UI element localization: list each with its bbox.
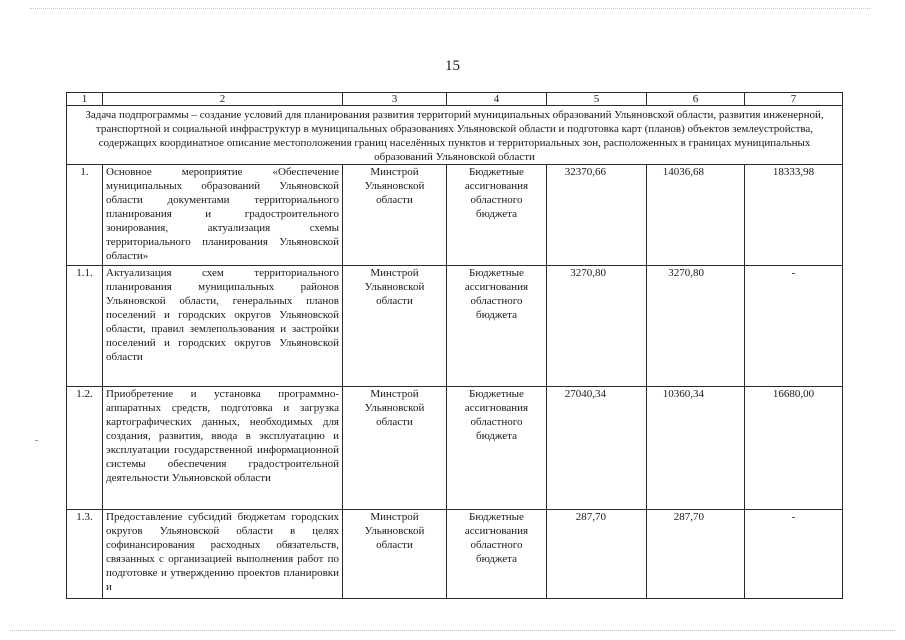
- page-number: 15: [445, 58, 460, 74]
- task-row: [67, 106, 843, 165]
- scan-artifact-bottom: [10, 630, 895, 633]
- row-value-5: 287,70: [547, 510, 647, 599]
- row-executor: Минстрой Ульяновской области: [343, 510, 447, 599]
- row-number: 1.3.: [67, 510, 103, 599]
- row-value-7: -: [745, 510, 843, 599]
- row-executor: Минстрой Ульяновской области: [343, 165, 447, 266]
- row-value-7: 18333,98: [745, 165, 843, 266]
- task-description: Задача подпрограммы – создание условий для планирования развития территорий муниципальных образований Ульяновской области, развития инженерной, транспортной и социальной инфраструктур в муниципальных образованиях Ульяновской области и подготовка карт (планов) объектов землеустройства, содержащих координатное описание местоположения границ населённых пунктов и территориальных зон, расположенных в границах муниципальных образований Ульяновской области: [67, 106, 843, 165]
- row-number: 1.1.: [67, 266, 103, 387]
- row-value-6: 10360,34: [647, 387, 745, 510]
- column-header: 5: [547, 93, 647, 106]
- row-value-6: 14036,68: [647, 165, 745, 266]
- table-row: [67, 266, 843, 387]
- row-value-7: -: [745, 266, 843, 387]
- row-description: Актуализация схем территориального планирования муниципальных районов Ульяновской области, генеральных планов поселений и городских округов Ульяновской области, правил землепользования и застройки поселений и городских округов Ульяновской области: [103, 266, 343, 387]
- table-row: [67, 510, 843, 599]
- table-row: [67, 165, 843, 266]
- row-number: 1.2.: [67, 387, 103, 510]
- row-description: Предоставление субсидий бюджетам городских округов Ульяновской области в целях софинансирования расходных обязательств, связанных с организацией выполнения работ по подготовке и утверждению проектов планировки и: [103, 510, 343, 599]
- scan-artifact-top: [30, 8, 870, 11]
- table-row: [67, 387, 843, 510]
- row-value-5: 3270,80: [547, 266, 647, 387]
- column-header: 7: [745, 93, 843, 106]
- row-executor: Минстрой Ульяновской области: [343, 266, 447, 387]
- column-header: 1: [67, 93, 103, 106]
- row-value-6: 3270,80: [647, 266, 745, 387]
- column-header: 4: [447, 93, 547, 106]
- column-header: 2: [103, 93, 343, 106]
- row-value-5: 32370,66: [547, 165, 647, 266]
- row-description: Приобретение и установка программно-аппаратных средств, подготовка и загрузка картографических данных, необходимых для создания, развития, ввода в эксплуатацию и эксплуатации государственной информационной системы обеспечения градостроительной деятельности Ульяновской области: [103, 387, 343, 510]
- column-header: 6: [647, 93, 745, 106]
- row-value-6: 287,70: [647, 510, 745, 599]
- row-source: Бюджетные ассигнования областного бюджета: [447, 165, 547, 266]
- row-source: Бюджетные ассигнования областного бюджета: [447, 266, 547, 387]
- row-value-5: 27040,34: [547, 387, 647, 510]
- table-header-row: [67, 93, 843, 106]
- column-header: 3: [343, 93, 447, 106]
- row-description: Основное мероприятие «Обеспечение муниципальных образований Ульяновской области документами территориального планирования и градостроительного зонирования, актуализация схемы территориального планирования Ульяновской области»: [103, 165, 343, 266]
- row-executor: Минстрой Ульяновской области: [343, 387, 447, 510]
- row-value-7: 16680,00: [745, 387, 843, 510]
- scan-artifact-mark: [35, 440, 38, 441]
- program-table: [66, 92, 843, 599]
- row-source: Бюджетные ассигнования областного бюджета: [447, 510, 547, 599]
- row-source: Бюджетные ассигнования областного бюджета: [447, 387, 547, 510]
- row-number: 1.: [67, 165, 103, 266]
